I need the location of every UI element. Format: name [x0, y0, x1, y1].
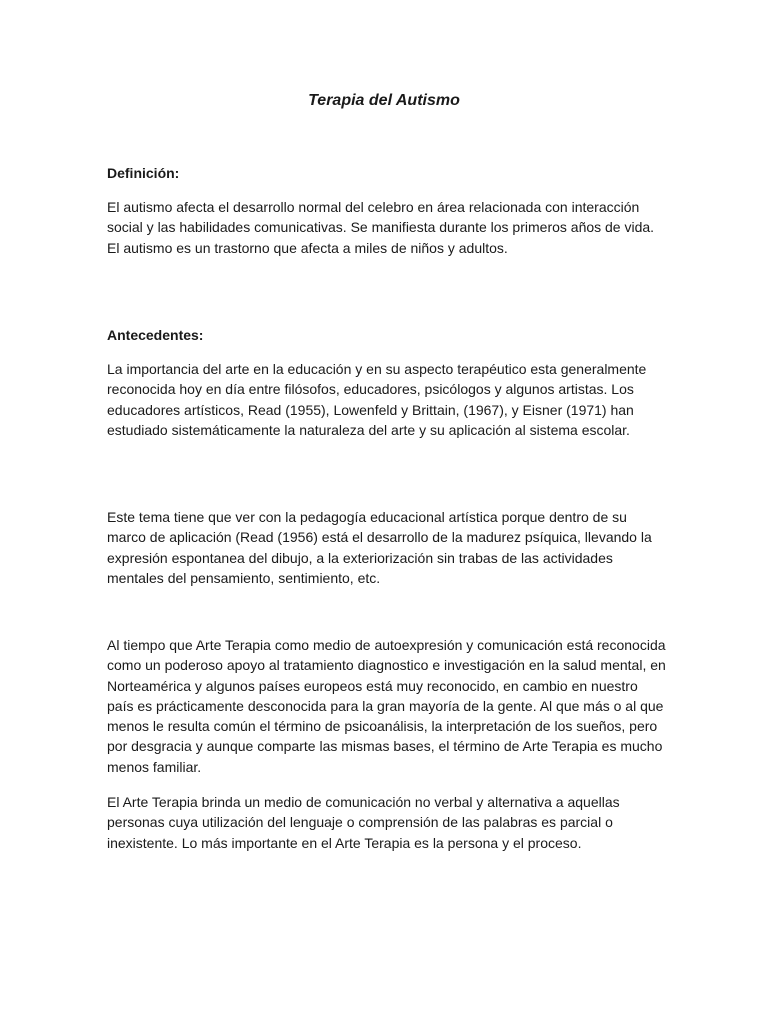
document-title: Terapia del Autismo	[308, 92, 460, 109]
section-heading-antecedentes: Antecedentes:	[107, 327, 204, 343]
paragraph-antecedentes-1: La importancia del arte en la educación y en su aspecto terapéutico esta generalmente reconocida hoy en día entre filósofos, educadores, psicólogos y algunos artistas. Los educadores artísticos, Read (1955), Lowenfeld y Brittain, (1967), y Eisner (1971) han estudiado sistemáticamente la naturaleza del arte y su aplicación al sistema escolar.	[107, 361, 647, 438]
paragraph-antecedentes-3: Al tiempo que Arte Terapia como medio de autoexpresión y comunicación está reconocida como un poderoso apoyo al tratamiento diagnostico e investigación en la salud mental, en Norteamérica y algunos países europeos está muy reconocido, en cambio en nuestro país es prácticamente desconocida para la gran mayoría de la gente. Al que más o al que menos le resulta común el término de psicoanálisis, la interpretación de los sueños, pero por desgracia y aunque comparte las mismas bases, el término de Arte Terapia es mucho menos familiar.	[107, 637, 666, 775]
paragraph-definicion: El autismo afecta el desarrollo normal del celebro en área relacionada con interacción social y las habilidades comunicativas. Se manifiesta durante los primeros años de vida. El autismo es un trastorno que afecta a miles de niños y adultos.	[107, 199, 655, 256]
section-heading-definicion: Definición:	[107, 165, 180, 181]
paragraph-antecedentes-4: El Arte Terapia brinda un medio de comunicación no verbal y alternativa a aquellas personas cuya utilización del lenguaje o comprensión de las palabras es parcial o inexistente. Lo más importante en el Arte Terapia es la persona y el proceso.	[107, 794, 620, 851]
paragraph-antecedentes-2: Este tema tiene que ver con la pedagogía educacional artística porque dentro de su marco de aplicación (Read (1956) está el desarrollo de la madurez psíquica, llevando la expresión espontanea del dibujo, a la exteriorización sin trabas de las actividades mentales del pensamiento, sentimiento, etc.	[107, 509, 652, 586]
